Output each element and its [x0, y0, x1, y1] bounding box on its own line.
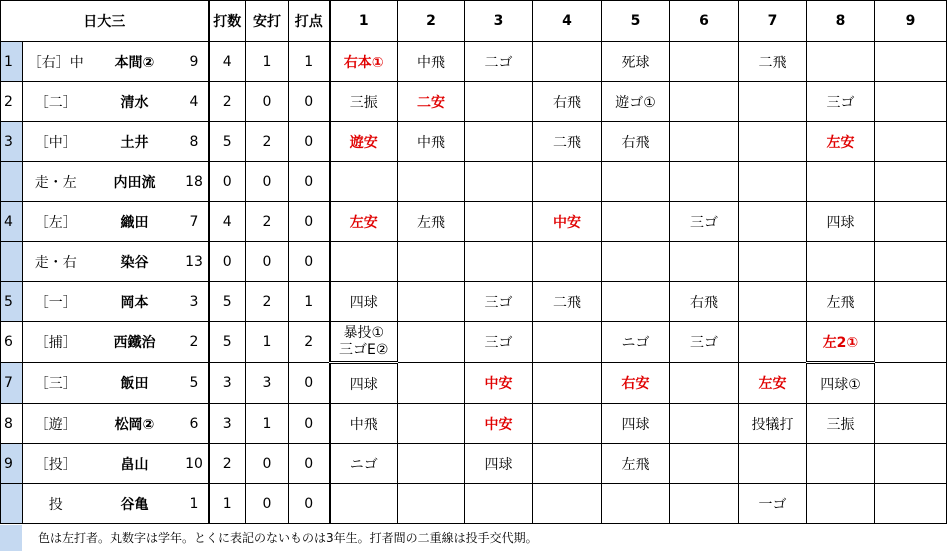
inning-result: 右安 — [602, 363, 670, 404]
position: ［投］ — [23, 444, 89, 484]
hits: 1 — [246, 404, 289, 444]
position: 走・左 — [23, 162, 89, 202]
inning-result — [670, 162, 739, 202]
rbi: 0 — [289, 82, 330, 122]
header-inning-9: 9 — [875, 1, 947, 42]
inning-result — [739, 122, 807, 162]
inning-result — [602, 162, 670, 202]
inning-result — [670, 484, 739, 524]
inning-result — [465, 82, 533, 122]
at-bats: 5 — [209, 282, 246, 322]
inning-result: 中飛 — [398, 122, 465, 162]
uniform-number: 10 — [181, 444, 209, 484]
inning-result — [807, 484, 875, 524]
batter-row — [1, 202, 947, 242]
uniform-number: 7 — [181, 202, 209, 242]
uniform-number: 3 — [181, 282, 209, 322]
batter-row — [1, 282, 947, 322]
inning-result: 左安 — [330, 202, 398, 242]
player-name: 清水 — [89, 82, 181, 122]
header-row — [1, 1, 947, 42]
player-name: 本間② — [89, 42, 181, 82]
batter-row — [1, 42, 947, 82]
inning-result — [875, 363, 947, 404]
batter-row — [1, 162, 947, 202]
inning-result — [875, 322, 947, 363]
hits: 3 — [246, 363, 289, 404]
inning-result — [807, 162, 875, 202]
at-bats: 1 — [209, 484, 246, 524]
header-inning-4: 4 — [533, 1, 602, 42]
rbi: 2 — [289, 322, 330, 363]
inning-result: 左飛 — [398, 202, 465, 242]
inning-result: 右飛 — [670, 282, 739, 322]
inning-result: 二安 — [398, 82, 465, 122]
inning-result — [533, 322, 602, 363]
inning-result: 一ゴ — [739, 484, 807, 524]
inning-result — [398, 282, 465, 322]
inning-result — [398, 242, 465, 282]
position: 走・右 — [23, 242, 89, 282]
inning-result — [739, 202, 807, 242]
inning-result: 投犠打 — [739, 404, 807, 444]
hits: 0 — [246, 444, 289, 484]
batting-order: 4 — [1, 202, 23, 242]
batting-order: 3 — [1, 122, 23, 162]
inning-result: 右飛 — [602, 122, 670, 162]
batting-order: 9 — [1, 444, 23, 484]
uniform-number: 18 — [181, 162, 209, 202]
hits: 0 — [246, 162, 289, 202]
inning-result — [465, 484, 533, 524]
at-bats: 2 — [209, 82, 246, 122]
batting-order: 6 — [1, 322, 23, 363]
header-ab: 打数 — [209, 1, 246, 42]
batter-row — [1, 363, 947, 404]
player-name: 西鐵治 — [89, 322, 181, 363]
inning-result — [398, 444, 465, 484]
inning-result: ニゴ — [330, 444, 398, 484]
inning-result: 四球 — [807, 202, 875, 242]
inning-result: 三ゴ — [670, 202, 739, 242]
inning-result — [739, 444, 807, 484]
inning-result — [533, 162, 602, 202]
batting-order: 8 — [1, 404, 23, 444]
inning-result — [670, 42, 739, 82]
position: ［遊］ — [23, 404, 89, 444]
rbi: 0 — [289, 202, 330, 242]
rbi: 1 — [289, 282, 330, 322]
inning-result: 左安 — [739, 363, 807, 404]
player-name: 織田 — [89, 202, 181, 242]
inning-result: 中安 — [465, 404, 533, 444]
inning-result — [739, 242, 807, 282]
inning-result — [875, 444, 947, 484]
header-inning-1: 1 — [330, 1, 398, 42]
batting-order: 7 — [1, 363, 23, 404]
inning-result: ニゴ — [602, 322, 670, 363]
inning-result — [533, 484, 602, 524]
inning-result — [875, 122, 947, 162]
inning-result: 四球 — [330, 282, 398, 322]
inning-result: 右本① — [330, 42, 398, 82]
uniform-number: 6 — [181, 404, 209, 444]
uniform-number: 9 — [181, 42, 209, 82]
inning-result — [670, 404, 739, 444]
at-bats: 5 — [209, 322, 246, 363]
rbi: 0 — [289, 122, 330, 162]
inning-result: 二ゴ — [465, 42, 533, 82]
header-inning-8: 8 — [807, 1, 875, 42]
team-name: 日大三 — [1, 1, 209, 42]
batting-order — [1, 484, 23, 524]
at-bats: 4 — [209, 42, 246, 82]
inning-result — [533, 42, 602, 82]
hits: 2 — [246, 202, 289, 242]
inning-result — [875, 242, 947, 282]
player-name: 岡本 — [89, 282, 181, 322]
inning-result: 二飛 — [739, 42, 807, 82]
inning-result — [670, 444, 739, 484]
inning-result — [670, 242, 739, 282]
inning-result — [398, 162, 465, 202]
inning-result — [602, 484, 670, 524]
rbi: 0 — [289, 242, 330, 282]
inning-result — [739, 162, 807, 202]
uniform-number: 1 — [181, 484, 209, 524]
rbi: 0 — [289, 444, 330, 484]
batting-order — [1, 242, 23, 282]
position: ［左］ — [23, 202, 89, 242]
inning-result — [670, 363, 739, 404]
batter-row — [1, 444, 947, 484]
inning-result — [739, 82, 807, 122]
inning-result — [330, 242, 398, 282]
inning-result — [465, 122, 533, 162]
inning-result: 左安 — [807, 122, 875, 162]
inning-result: 三ゴ — [465, 322, 533, 363]
inning-result — [875, 42, 947, 82]
inning-result — [875, 82, 947, 122]
uniform-number: 5 — [181, 363, 209, 404]
inning-result — [465, 162, 533, 202]
inning-result: 中飛 — [398, 42, 465, 82]
inning-result — [602, 242, 670, 282]
at-bats: 3 — [209, 404, 246, 444]
inning-result — [875, 282, 947, 322]
inning-result — [533, 404, 602, 444]
inning-result: 三振 — [807, 404, 875, 444]
inning-result: 遊ゴ① — [602, 82, 670, 122]
inning-result — [330, 162, 398, 202]
uniform-number: 13 — [181, 242, 209, 282]
at-bats: 5 — [209, 122, 246, 162]
hits: 1 — [246, 322, 289, 363]
inning-result: 左2① — [807, 322, 875, 363]
rbi: 0 — [289, 162, 330, 202]
inning-result: 中安 — [533, 202, 602, 242]
position: ［右］中 — [23, 42, 89, 82]
inning-result: 二飛 — [533, 122, 602, 162]
inning-result: 三ゴ — [807, 82, 875, 122]
inning-result: 暴投① 三ゴE② — [330, 322, 398, 363]
footnote-text: 色は左打者。丸数字は学年。とくに表記のないものは3年生。打者間の二重線は投手交代期。 — [38, 531, 538, 545]
inning-result: 右飛 — [533, 82, 602, 122]
inning-result — [602, 202, 670, 242]
position: ［一］ — [23, 282, 89, 322]
at-bats: 0 — [209, 162, 246, 202]
player-name: 飯田 — [89, 363, 181, 404]
inning-result — [465, 202, 533, 242]
inning-result — [398, 363, 465, 404]
inning-result — [670, 122, 739, 162]
batter-row — [1, 404, 947, 444]
inning-result — [465, 242, 533, 282]
inning-result — [533, 444, 602, 484]
header-inning-6: 6 — [670, 1, 739, 42]
batter-row — [1, 242, 947, 282]
rbi: 0 — [289, 484, 330, 524]
batter-row — [1, 484, 947, 524]
inning-result: 遊安 — [330, 122, 398, 162]
header-rbi: 打点 — [289, 1, 330, 42]
uniform-number: 2 — [181, 322, 209, 363]
inning-result — [398, 322, 465, 363]
hits: 2 — [246, 282, 289, 322]
at-bats: 2 — [209, 444, 246, 484]
player-name: 松岡② — [89, 404, 181, 444]
inning-result — [670, 82, 739, 122]
player-name: 染谷 — [89, 242, 181, 282]
header-inning-5: 5 — [602, 1, 670, 42]
header-hits: 安打 — [246, 1, 289, 42]
position: ［中］ — [23, 122, 89, 162]
inning-result — [533, 363, 602, 404]
inning-result — [875, 484, 947, 524]
header-inning-7: 7 — [739, 1, 807, 42]
hits: 1 — [246, 42, 289, 82]
rbi: 0 — [289, 363, 330, 404]
inning-result: 四球① — [807, 363, 875, 404]
at-bats: 0 — [209, 242, 246, 282]
position: 投 — [23, 484, 89, 524]
inning-result — [875, 404, 947, 444]
player-name: 畠山 — [89, 444, 181, 484]
inning-result: 中安 — [465, 363, 533, 404]
inning-result — [739, 282, 807, 322]
inning-result — [398, 484, 465, 524]
batter-row — [1, 322, 947, 363]
header-inning-2: 2 — [398, 1, 465, 42]
inning-result — [807, 242, 875, 282]
at-bats: 3 — [209, 363, 246, 404]
inning-result: 二飛 — [533, 282, 602, 322]
inning-result: 四球 — [602, 404, 670, 444]
inning-result — [875, 202, 947, 242]
uniform-number: 8 — [181, 122, 209, 162]
player-name: 内田流 — [89, 162, 181, 202]
inning-result — [533, 242, 602, 282]
rbi: 0 — [289, 404, 330, 444]
inning-result — [807, 444, 875, 484]
inning-result: 中飛 — [330, 404, 398, 444]
position: ［捕］ — [23, 322, 89, 363]
inning-result — [602, 282, 670, 322]
batter-row — [1, 82, 947, 122]
footnote-blue-marker — [0, 525, 22, 551]
inning-result: 左飛 — [602, 444, 670, 484]
at-bats: 4 — [209, 202, 246, 242]
hits: 0 — [246, 242, 289, 282]
inning-result: 三ゴ — [465, 282, 533, 322]
position: ［三］ — [23, 363, 89, 404]
hits: 0 — [246, 484, 289, 524]
footnote — [0, 525, 947, 551]
inning-result: 三振 — [330, 82, 398, 122]
batting-order — [1, 162, 23, 202]
inning-result — [739, 322, 807, 363]
inning-result — [807, 42, 875, 82]
uniform-number: 4 — [181, 82, 209, 122]
rbi: 1 — [289, 42, 330, 82]
player-name: 土井 — [89, 122, 181, 162]
inning-result — [330, 484, 398, 524]
batting-order: 2 — [1, 82, 23, 122]
header-inning-3: 3 — [465, 1, 533, 42]
inning-result: 三ゴ — [670, 322, 739, 363]
batting-order: 1 — [1, 42, 23, 82]
inning-result — [875, 162, 947, 202]
hits: 2 — [246, 122, 289, 162]
inning-result: 死球 — [602, 42, 670, 82]
inning-result: 左飛 — [807, 282, 875, 322]
position: ［二］ — [23, 82, 89, 122]
batting-order: 5 — [1, 282, 23, 322]
inning-result: 四球 — [465, 444, 533, 484]
inning-result: 四球 — [330, 363, 398, 404]
hits: 0 — [246, 82, 289, 122]
inning-result — [398, 404, 465, 444]
batter-row — [1, 122, 947, 162]
player-name: 谷亀 — [89, 484, 181, 524]
